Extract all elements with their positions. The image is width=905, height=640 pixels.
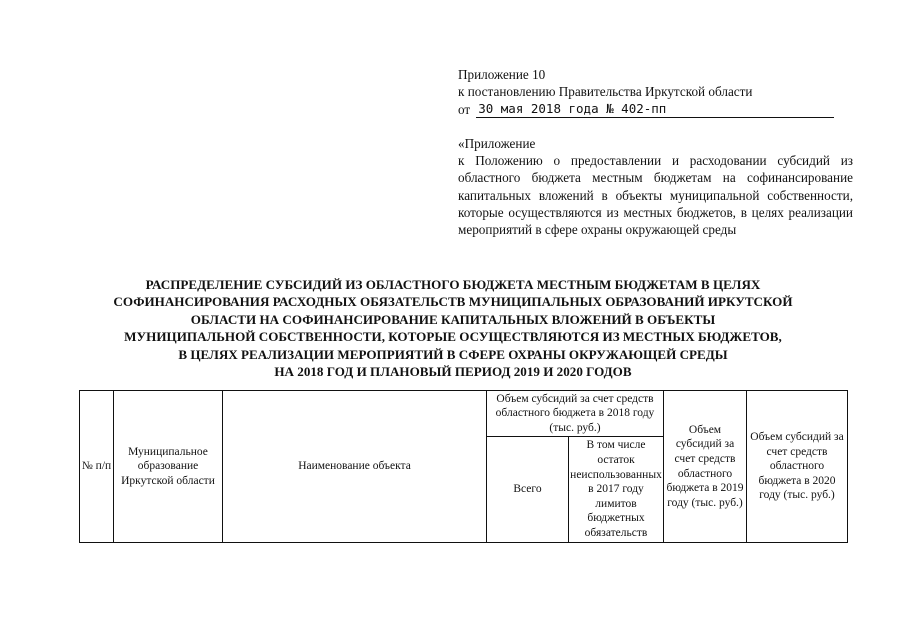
title-line: СОФИНАНСИРОВАНИЯ РАСХОДНЫХ ОБЯЗАТЕЛЬСТВ МУНИЦИПАЛЬНЫХ ОБРАЗОВАНИЙ ИРКУТСКОЙ: [113, 294, 793, 310]
title-line: РАСПРЕДЕЛЕНИЕ СУБСИДИЙ ИЗ ОБЛАСТНОГО БЮДЖЕТА МЕСТНЫМ БЮДЖЕТАМ В ЦЕЛЯХ: [145, 277, 761, 292]
annex-heading: «Приложение: [458, 136, 536, 151]
annex-text: к Положению о предоставлении и расходовании субсидий из областного бюджета местным бюджетам на софинансирование капитальных вложений в объекты муниципальной собственности, которые осуществляются из местных бюджетов, в целях реализации мероприятий в сфере охраны окружающей среды: [458, 153, 853, 238]
header-2018-unused: В том числе остаток неиспользованных в 2017 году лимитов бюджетных обязательств: [569, 437, 664, 543]
subsidy-table-header: [79, 390, 848, 543]
title-line: В ЦЕЛЯХ РЕАЛИЗАЦИИ МЕРОПРИЯТИЙ В СФЕРЕ ОХРАНЫ ОКРУЖАЮЩЕЙ СРЕДЫ: [178, 346, 728, 362]
document-title: [80, 276, 826, 380]
title-line: ОБЛАСТИ НА СОФИНАНСИРОВАНИЕ КАПИТАЛЬНЫХ ВЛОЖЕНИЙ В ОБЪЕКТЫ: [190, 311, 716, 327]
header-2018-total: Всего: [487, 437, 569, 543]
header-2020: Объем субсидий за счет средств областного бюджета в 2020 году (тыс. руб.): [747, 391, 848, 543]
appendix-date-row: [458, 100, 834, 118]
header-2019: Объем субсидий за счет средств областного бюджета в 2019 году (тыс. руб.): [664, 391, 747, 543]
header-2018-group: Объем субсидий за счет средств областного бюджета в 2018 году (тыс. руб.): [487, 391, 664, 437]
appendix-block: [458, 66, 834, 118]
appendix-resolution: к постановлению Правительства Иркутской области: [458, 84, 753, 99]
resolution-date-field: 30 мая 2018 года № 402-пп: [476, 100, 834, 118]
date-prefix: от: [458, 102, 471, 117]
header-number: № п/п: [80, 391, 114, 543]
header-object-name: Наименование объекта: [223, 391, 487, 543]
title-line: НА 2018 ГОД И ПЛАНОВЫЙ ПЕРИОД 2019 И 2020 ГОДОВ: [274, 364, 632, 380]
header-municipality: Муниципальное образование Иркутской области: [114, 391, 223, 543]
annex-block: [458, 135, 853, 238]
title-line: МУНИЦИПАЛЬНОЙ СОБСТВЕННОСТИ, КОТОРЫЕ ОСУЩЕСТВЛЯЮТСЯ ИЗ МЕСТНЫХ БЮДЖЕТОВ,: [124, 329, 782, 345]
appendix-number: Приложение 10: [458, 67, 546, 82]
